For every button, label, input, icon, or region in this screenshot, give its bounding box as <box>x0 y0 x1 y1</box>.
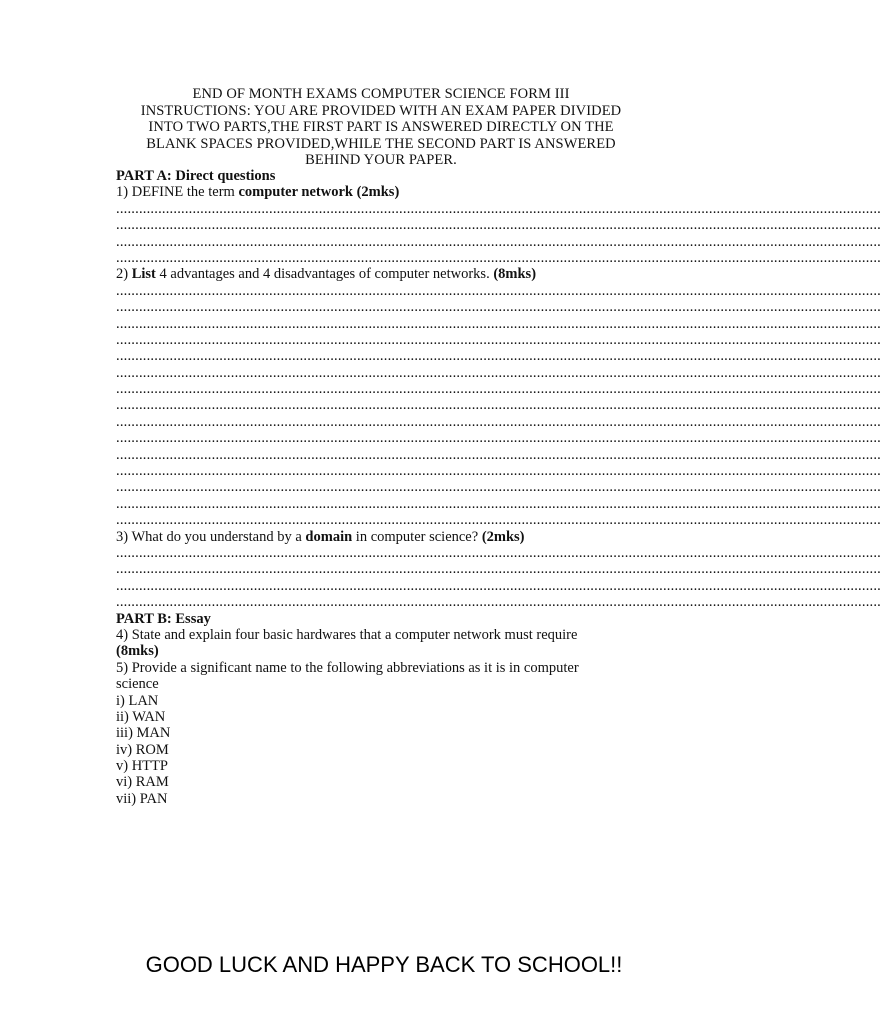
instructions-line: INSTRUCTIONS: YOU ARE PROVIDED WITH AN EXAM PAPER DIVIDED <box>140 102 622 119</box>
answer-line: ........................................................................................................................................................................................................ <box>116 299 881 316</box>
abbreviation-item: vii) PAN <box>116 790 168 807</box>
exam-body <box>116 168 881 807</box>
question-3: 3) What do you understand by a domain in computer science? (2mks) <box>116 528 525 545</box>
answer-line: ........................................................................................................................................................................................................ <box>116 594 881 611</box>
answer-line: ........................................................................................................................................................................................................ <box>116 397 881 414</box>
question-1: 1) DEFINE the term computer network (2mks) <box>116 184 400 201</box>
abbreviation-item: iv) ROM <box>116 741 169 758</box>
part-b-heading: PART B: Essay <box>116 610 211 627</box>
instructions-line: BEHIND YOUR PAPER. <box>305 152 457 168</box>
answer-line: ........................................................................................................................................................................................................ <box>116 446 881 463</box>
answer-line: ........................................................................................................................................................................................................ <box>116 249 881 266</box>
answer-space-q3 <box>116 544 881 611</box>
answer-line: ........................................................................................................................................................................................................ <box>116 561 881 578</box>
abbreviation-item: vi) RAM <box>116 774 169 791</box>
answer-line: ........................................................................................................................................................................................................ <box>116 430 881 447</box>
question-4: 4) State and explain four basic hardwares that a computer network must require <box>116 626 578 643</box>
answer-space-q2 <box>116 282 881 529</box>
answer-line: ........................................................................................................................................................................................................ <box>116 512 881 529</box>
answer-line: ........................................................................................................................................................................................................ <box>116 282 881 299</box>
answer-line: ........................................................................................................................................................................................................ <box>116 233 881 250</box>
abbreviation-item: i) LAN <box>116 692 159 709</box>
answer-line: ........................................................................................................................................................................................................ <box>116 331 881 348</box>
question-5-line2: science <box>116 676 159 693</box>
answer-line: ........................................................................................................................................................................................................ <box>116 495 881 512</box>
abbreviation-item: iii) MAN <box>116 725 171 742</box>
answer-line: ........................................................................................................................................................................................................ <box>116 217 881 234</box>
answer-line: ........................................................................................................................................................................................................ <box>116 364 881 381</box>
exam-title: END OF MONTH EXAMS COMPUTER SCIENCE FORM III <box>192 86 570 102</box>
answer-line: ........................................................................................................................................................................................................ <box>116 348 881 365</box>
question-2: 2) List 4 advantages and 4 disadvantages of computer networks. (8mks) <box>116 266 537 283</box>
answer-line: ........................................................................................................................................................................................................ <box>116 577 881 594</box>
instructions-line: INTO TWO PARTS,THE FIRST PART IS ANSWERED DIRECTLY ON THE <box>148 119 614 135</box>
answer-line: ........................................................................................................................................................................................................ <box>116 413 881 430</box>
instructions-line: BLANK SPACES PROVIDED,WHILE THE SECOND PART IS ANSWERED <box>146 135 616 152</box>
part-a-heading: PART A: Direct questions <box>116 168 276 184</box>
answer-line: ........................................................................................................................................................................................................ <box>116 381 881 398</box>
question-4-marks: (8mks) <box>116 643 159 660</box>
answer-line: ........................................................................................................................................................................................................ <box>116 463 881 480</box>
exam-header <box>112 86 650 169</box>
answer-line: ........................................................................................................................................................................................................ <box>116 544 881 561</box>
answer-line: ........................................................................................................................................................................................................ <box>116 315 881 332</box>
abbreviation-item: ii) WAN <box>116 708 166 725</box>
question-5-line1: 5) Provide a significant name to the following abbreviations as it is in computer <box>116 659 579 676</box>
answer-line: ........................................................................................................................................................................................................ <box>116 479 881 496</box>
answer-line: ........................................................................................................................................................................................................ <box>116 200 881 217</box>
abbreviation-item: v) HTTP <box>116 758 168 775</box>
answer-space-q1 <box>116 200 881 267</box>
footer-message: GOOD LUCK AND HAPPY BACK TO SCHOOL!! <box>145 952 623 977</box>
